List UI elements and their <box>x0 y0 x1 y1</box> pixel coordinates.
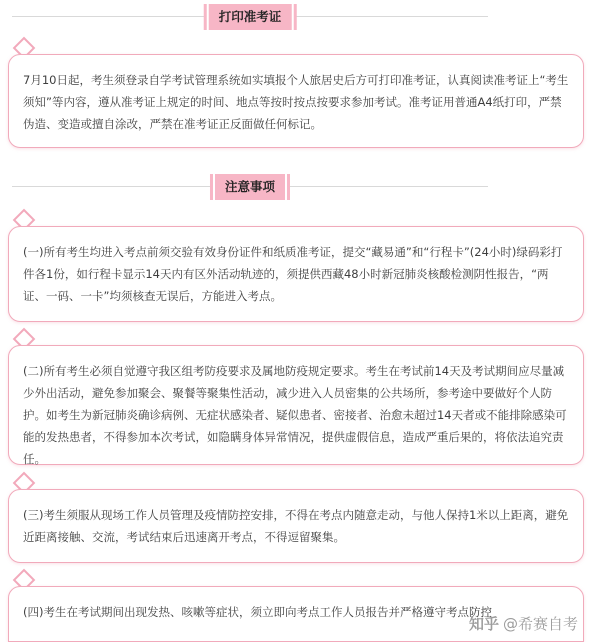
card-text: 7月10日起，考生须登录自学考试管理系统如实填报个人旅居史后方可打印准考证，认真阅读准考证上“考生须知”等内容，遵从准考证上规定的时间、地点等按时按点按要求参加考试。准考证用普通A4纸打印，严禁伪造、变造或擅自涂改，严禁在准考证正反面做任何标记。 <box>23 73 569 131</box>
notice-card-1 <box>8 226 584 322</box>
card-text: (四)考生在考试期间出现发热、咳嗽等症状，须立即向考点工作人员报告并严格遵守考点防控 <box>23 605 492 619</box>
card-text: (二)所有考生必须自觉遵守我区组考防疫要求及属地防疫规定要求。考生在考试前14天及考试期间应尽量减少外出活动，避免参加聚会、聚餐等聚集性活动，减少进入人员密集的公共场所，参考途中要做好个人防护。如考生为新冠肺炎确诊病例、无症状感染者、疑似患者、密接者、治愈未超过14天者或不能排除感染可能的发热患者，不得参加本次考试，如隐瞒身体异常情况，提供虚假信息，造成严重后果的，将依法追究责任。 <box>23 364 567 466</box>
section-header-print-ticket <box>12 2 488 32</box>
section-header-notes <box>12 172 488 202</box>
notice-card-3 <box>8 489 584 563</box>
watermark-text: @希赛自考 <box>502 615 578 633</box>
card-text: (三)考生须服从现场工作人员管理及疫情防控安排，不得在考点内随意走动，与他人保持1米以上距离，避免近距离接触、交流，考试结束后迅速离开考点，不得逗留聚集。 <box>23 508 569 544</box>
zhihu-watermark <box>469 613 578 634</box>
section-title: 打印准考证 <box>207 4 294 30</box>
zhihu-logo-icon: 知乎 <box>468 615 499 633</box>
section-title: 注意事项 <box>213 174 287 200</box>
notice-card-2 <box>8 345 584 465</box>
info-card-print-ticket <box>8 54 584 148</box>
card-text: (一)所有考生均进入考点前须交验有效身份证件和纸质准考证，提交“藏易通”和“行程卡”(24小时)绿码彩打件各1份，如行程卡显示14天内有区外活动轨迹的，须提供西藏48小时新冠肺炎核酸检测阴性报告，“两证、一码、一卡”均须核查无误后，方能进入考点。 <box>23 245 563 303</box>
